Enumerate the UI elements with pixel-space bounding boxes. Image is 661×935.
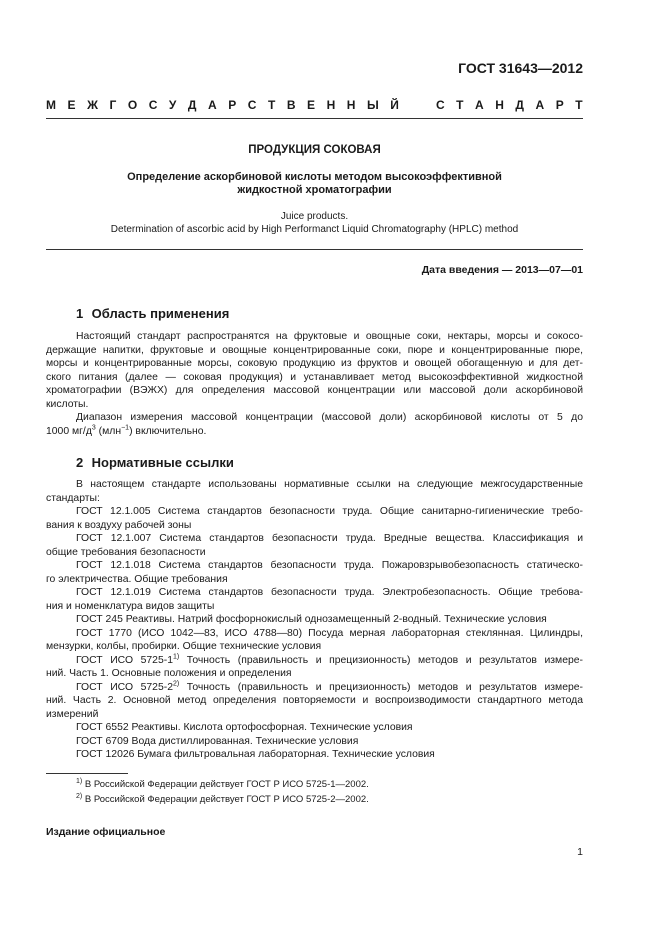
official-edition-label: Издание официальное — [46, 826, 166, 838]
banner-letter: У — [168, 98, 177, 112]
section-number: 2 — [76, 455, 84, 470]
text-fragment: 1000 мг/д — [46, 425, 92, 437]
text-line: ГОСТ 245 Реактивы. Натрий фосфорнокислый однозамещенный 2-водный. Технические условия — [76, 614, 547, 625]
banner-letter: А — [207, 98, 217, 112]
text-line — [46, 425, 583, 439]
footnote-1 — [76, 779, 369, 790]
banner-letter: М — [46, 98, 56, 112]
banner-letter: С — [148, 98, 158, 112]
text-fragment: (млн — [95, 425, 122, 437]
banner-letter: Г — [109, 98, 117, 112]
footnote-mark: 2) — [76, 792, 83, 800]
text-line: ГОСТ 6552 Реактивы. Кислота ортофосфорная. Технические условия — [76, 722, 413, 733]
text-line: ГОСТ 6709 Вода дистиллированная. Технические условия — [76, 735, 359, 747]
text-line: вания к воздуху рабочей зоны — [46, 519, 192, 531]
text-line: Настоящий стандарт распространятся на фруктовые и овощные соки, нектары, морсы и сокосо- — [76, 331, 583, 342]
banner-letter: А — [475, 98, 484, 112]
banner-letter: В — [286, 98, 296, 112]
banner-letter: Т — [575, 98, 583, 112]
text-line: ГОСТ 12.1.018 Система стандартов безопасности труда. Пожаровзрывобезопасность статическо- — [76, 560, 583, 571]
gost-code: ГОСТ 31643—2012 — [458, 60, 583, 76]
text-line: измерений — [46, 708, 99, 720]
footnote-text: В Российской Федерации действует ГОСТ Р ИСО 5725-2—2002. — [82, 794, 369, 805]
normative-references-list — [46, 478, 583, 654]
english-title-line: Juice products. — [280, 211, 349, 222]
text-line: Диапазон измерения массовой концентрации (массовой доли) аскорбиновой кислоты от 5 до — [76, 412, 583, 423]
section-title: Область применения — [91, 306, 230, 321]
banner-letter: С — [435, 98, 445, 112]
banner-rule — [46, 118, 583, 119]
text-fragment: Точность (правильность и прецизионность) методов и результатов измере- — [179, 681, 583, 693]
text-line: ГОСТ 12.1.019 Система стандартов безопасности труда. Электробезопасность. Общие требова- — [76, 587, 583, 598]
banner-letter: Й — [390, 98, 399, 112]
footnote-mark: 2) — [172, 680, 180, 688]
subtitle-line: Определение аскорбиновой кислоты методом высокоэффективной — [127, 171, 502, 183]
section-2-heading — [76, 455, 234, 470]
footnote-2 — [76, 794, 369, 805]
text-fragment: ) включительно. — [129, 425, 207, 437]
text-line: ний. Часть 1. Основные положения и определения — [46, 668, 292, 679]
section-1-paragraph-1 — [46, 330, 583, 411]
document-subtitle — [46, 171, 583, 197]
banner-letter: С — [247, 98, 257, 112]
footnote-mark: 1) — [76, 777, 83, 785]
section-2-body — [46, 478, 583, 762]
text-line: ГОСТ 12.1.005 Система стандартов безопасности труда. Общие санитарно-гигиенические требо- — [76, 506, 583, 517]
text-line: стандарты: — [46, 492, 100, 504]
text-line: В настоящем стандарте использованы нормативные ссылки на следующие межгосударственные — [76, 479, 583, 490]
standard-banner — [46, 98, 583, 112]
title-rule — [46, 249, 583, 250]
text-line: ГОСТ 12.1.007 Система стандартов безопасности труда. Вредные вещества. Классификация и — [76, 533, 583, 544]
text-line — [46, 654, 583, 668]
text-line: ний. Часть 2. Основной метод определения повторяемости и воспроизводимости стандартного метода — [46, 695, 583, 706]
text-line: ГОСТ 12026 Бумага фильтровальная лабораторная. Технические условия — [76, 749, 435, 760]
banner-letter: О — [127, 98, 138, 112]
banner-letter: Д — [187, 98, 197, 112]
text-fragment: ГОСТ ИСО 5725-1 — [76, 654, 173, 666]
text-line: ГОСТ 1770 (ИСО 1042—83, ИСО 4788—80) Посуда мерная лабораторная стеклянная. Цилиндры, — [76, 627, 583, 639]
introduction-date: Дата введения — 2013—07—01 — [421, 264, 583, 276]
banner-letter: Р — [228, 98, 237, 112]
section-1-heading — [76, 306, 229, 321]
banner-letter: Д — [515, 98, 524, 112]
section-title: Нормативные ссылки — [91, 455, 234, 470]
document-title: ПРОДУКЦИЯ СОКОВАЯ — [248, 144, 381, 156]
banner-letter: А — [535, 98, 545, 112]
banner-letter: Н — [495, 98, 504, 112]
text-line: общие требования безопасности — [46, 546, 206, 558]
section-1-paragraph-2 — [46, 411, 583, 438]
section-number: 1 — [76, 306, 84, 321]
banner-letter: Е — [67, 98, 76, 112]
footnote-rule — [46, 773, 128, 774]
banner-letter: Т — [456, 98, 464, 112]
text-fragment: Точность (правильность и прецизионность) методов и результатов измере- — [179, 654, 583, 666]
text-line: хроматографии (ВЭЖХ) для определения массовой концентрации или массовой доли аскорбиновой — [46, 385, 583, 396]
english-title — [46, 210, 583, 236]
text-line: кислоты. — [46, 398, 89, 410]
banner-letter: Т — [267, 98, 276, 112]
text-line: ния и номенклатура видов защиты — [46, 600, 215, 612]
subtitle-line: жидкостной хроматографии — [237, 184, 392, 196]
footnote-mark: 1) — [172, 653, 180, 661]
banner-letter: Р — [555, 98, 564, 112]
text-line: держащие напитки, фруктовые и овощные концентрированные соки, пюре и концентрированные пюре, — [46, 344, 583, 356]
superscript: 3 — [91, 424, 96, 432]
english-title-line: Determination of ascorbic acid by High Performanct Liquid Chromatography (HPLC) method — [110, 224, 519, 235]
superscript: −1 — [121, 424, 130, 432]
page-number: 1 — [577, 846, 583, 858]
text-line: го электричества. Общие требования — [46, 573, 228, 585]
banner-letter: Н — [326, 98, 336, 112]
banner-letter: Ы — [366, 98, 379, 112]
banner-letter: Е — [307, 98, 316, 112]
text-fragment: ГОСТ ИСО 5725-2 — [76, 681, 173, 693]
text-line: ского питания (далее — соковая продукция) и устанавливает метод высокоэффективной жидкостной — [46, 371, 583, 383]
text-line: мензурки, колбы, пробирки. Общие технические условия — [46, 641, 322, 652]
text-line: морсы и концентрированные морсы, соковую продукцию из фруктов и овощей обогащенную и для дет- — [46, 358, 583, 369]
text-line — [46, 681, 583, 695]
banner-letter: Н — [346, 98, 356, 112]
banner-letter: Ж — [87, 98, 98, 112]
footnote-text: В Российской Федерации действует ГОСТ Р ИСО 5725-1—2002. — [82, 779, 369, 790]
